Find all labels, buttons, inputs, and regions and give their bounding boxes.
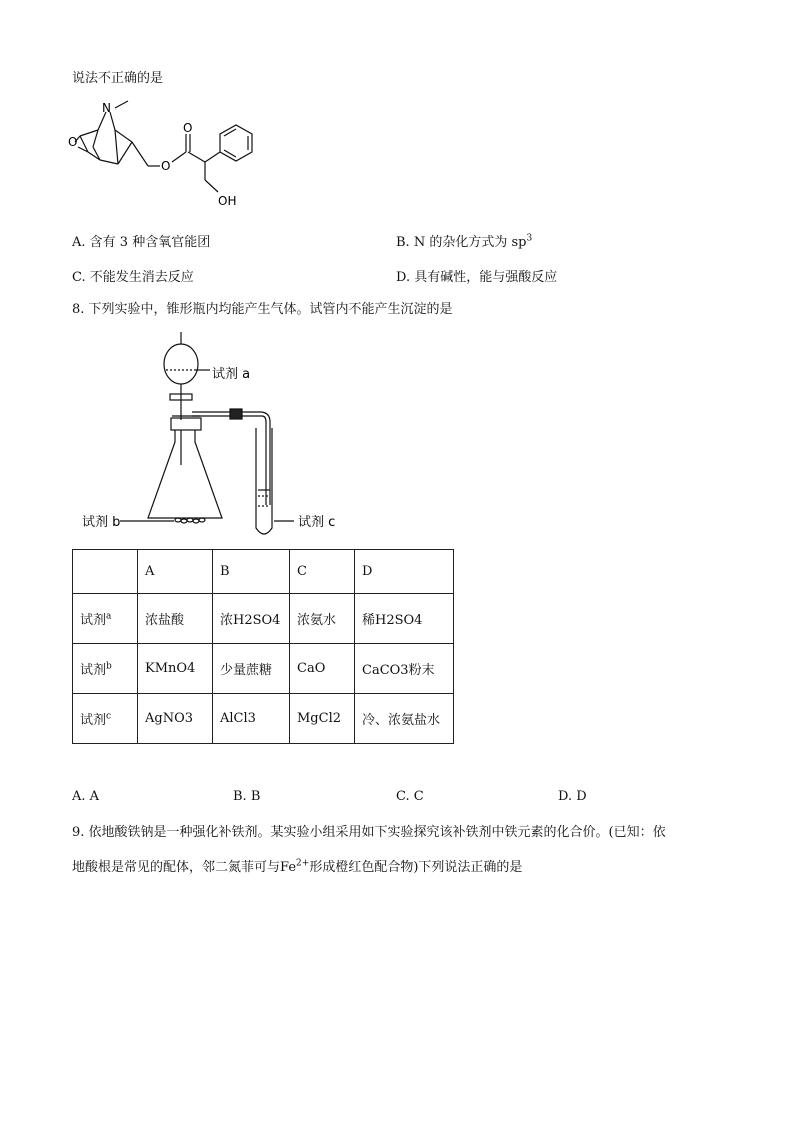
table-header-cell: B [213, 550, 290, 594]
table-cell: MgCl2 [290, 694, 355, 744]
q7-option-c: C. 不能发生消去反应 [72, 270, 194, 285]
q8-option-a: A. A [72, 789, 100, 804]
separatory-funnel [164, 344, 198, 384]
table-cell: AgNO3 [138, 694, 213, 744]
row-label: 试剂$^a$ [73, 594, 138, 644]
q9-stem-line1: 9. 依地酸铁钠是一种强化补铁剂。某实验小组采用如下实验探究该补铁剂中铁元素的化合价。(已知：依 [72, 825, 666, 840]
q7-stem-tail: 说法不正确的是 [72, 71, 164, 86]
q9-stem-line2: 地酸根是常见的配体，邻二氮菲可与$Fe^{2+}$形成橙红色配合物)下列说法正确的是 [72, 858, 523, 875]
q8-option-b: B. B [233, 789, 261, 804]
ester-oxygen-label: O [161, 159, 171, 173]
table-cell: KMnO4 [138, 644, 213, 694]
q7-option-b: B. N 的杂化方式为 $sp^3$ [396, 233, 533, 250]
conical-flask [148, 430, 222, 518]
epoxide-oxygen-label: O [68, 135, 78, 149]
table-cell: 稀H2SO4 [355, 594, 454, 644]
label-reagent-b: 试剂 b [82, 515, 121, 530]
table-row [73, 644, 454, 694]
label-reagent-a: 试剂 a [212, 367, 251, 382]
q7-option-a: A. 含有 3 种含氧官能团 [72, 235, 211, 250]
carbonyl-oxygen-label: O [183, 121, 193, 135]
table-header-cell: A [138, 550, 213, 594]
table-cell: 少量蔗糖 [213, 644, 290, 694]
nitrogen-atom-label: N [102, 101, 111, 115]
gas-generation-apparatus [80, 330, 370, 545]
label-reagent-c: 试剂 c [298, 515, 336, 530]
q8-option-d: D. D [558, 789, 587, 804]
row-label: 试剂$^c$ [73, 694, 138, 744]
table-cell: 浓盐酸 [138, 594, 213, 644]
table-cell: CaO [290, 644, 355, 694]
q7-molecule-structure [60, 92, 270, 212]
table-cell: 冷、浓氨盐水 [355, 694, 454, 744]
q8-option-c: C. C [396, 789, 424, 804]
table-row [73, 694, 454, 744]
table-header-cell [73, 550, 138, 594]
row-label: 试剂$^b$ [73, 644, 138, 694]
table-header-cell: D [355, 550, 454, 594]
table-cell: AlCl3 [213, 694, 290, 744]
reagent-table [72, 549, 454, 744]
hydroxyl-label: OH [218, 194, 237, 208]
table-cell: 浓H2SO4 [213, 594, 290, 644]
table-cell: CaCO3粉末 [355, 644, 454, 694]
q8-stem: 8. 下列实验中，锥形瓶内均能产生气体。试管内不能产生沉淀的是 [72, 302, 453, 317]
table-header-row [73, 550, 454, 594]
q7-option-d: D. 具有碱性，能与强酸反应 [396, 270, 558, 285]
table-row [73, 594, 454, 644]
table-header-cell: C [290, 550, 355, 594]
table-cell: 浓氨水 [290, 594, 355, 644]
